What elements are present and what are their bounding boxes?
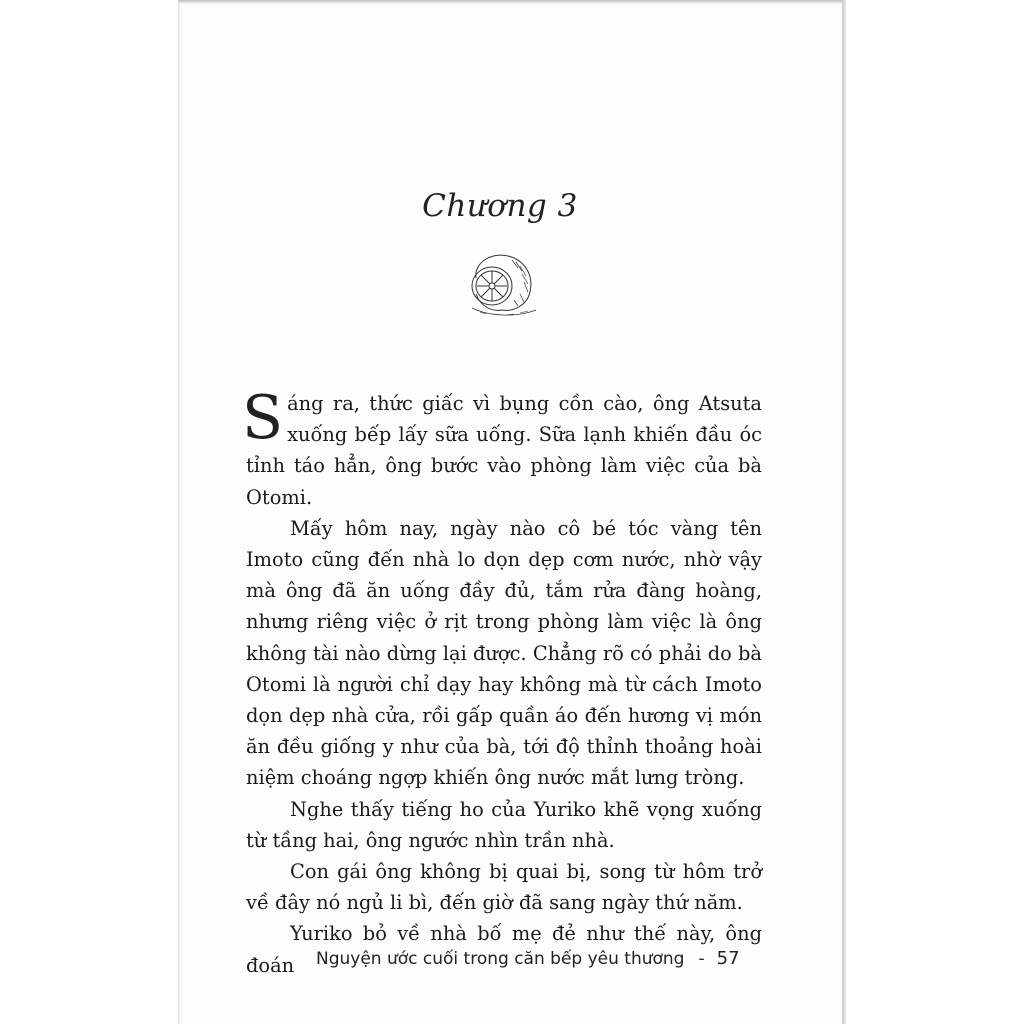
page-number: 57 bbox=[716, 948, 740, 969]
paragraph-4: Con gái ông không bị quai bị, song từ hôm trở về đây nó ngủ li bì, đến giờ đã sang ngày thứ năm. bbox=[246, 860, 762, 915]
paragraph-1-text: áng ra, thức giấc vì bụng cồn cào, ông Atsuta xuống bếp lấy sữa uống. Sữa lạnh khiến đầu óc tỉnh táo hẳn, ông bước vào phòng làm việc của bà Otomi. bbox=[246, 392, 762, 509]
page-footer bbox=[316, 948, 740, 969]
footer-separator: - bbox=[698, 949, 705, 969]
chapter-title: Chương 3 bbox=[422, 188, 578, 224]
drop-cap: S bbox=[242, 383, 284, 453]
scan-background-right bbox=[846, 0, 1024, 1024]
paragraph-1 bbox=[242, 383, 762, 513]
running-book-title: Nguyện ước cuối trong căn bếp yêu thương bbox=[316, 949, 685, 969]
lemon-half-icon bbox=[462, 248, 542, 320]
paragraph-2: Mấy hôm nay, ngày nào cô bé tóc vàng tên Imoto cũng đến nhà lo dọn dẹp cơm nước, nhờ vậy mà ông đã ăn uống đầy đủ, tắm rửa đàng hoàng, nhưng riêng việc ở rịt trong phòng làm việc là ông không tài nào dừng lại được. Chẳng rõ có phải do bà Otomi là người chỉ dạy hay không mà từ cách Imoto dọn dẹp nhà cửa, rồi gấp quần áo đến hương vị món ăn đều giống y như của bà, tới độ thỉnh thoảng hoài niệm choáng ngợp khiến ông nước mắt lưng tròng. bbox=[246, 516, 762, 790]
chapter-body bbox=[242, 383, 762, 981]
paragraph-5: Yuriko bỏ về nhà bố mẹ đẻ như thế này, ông đoán bbox=[246, 922, 762, 977]
page-top-edge bbox=[178, 0, 846, 4]
scan-background-left bbox=[0, 0, 178, 1024]
paragraph-3: Nghe thấy tiếng ho của Yuriko khẽ vọng xuống từ tầng hai, ông ngước nhìn trần nhà. bbox=[246, 797, 762, 852]
